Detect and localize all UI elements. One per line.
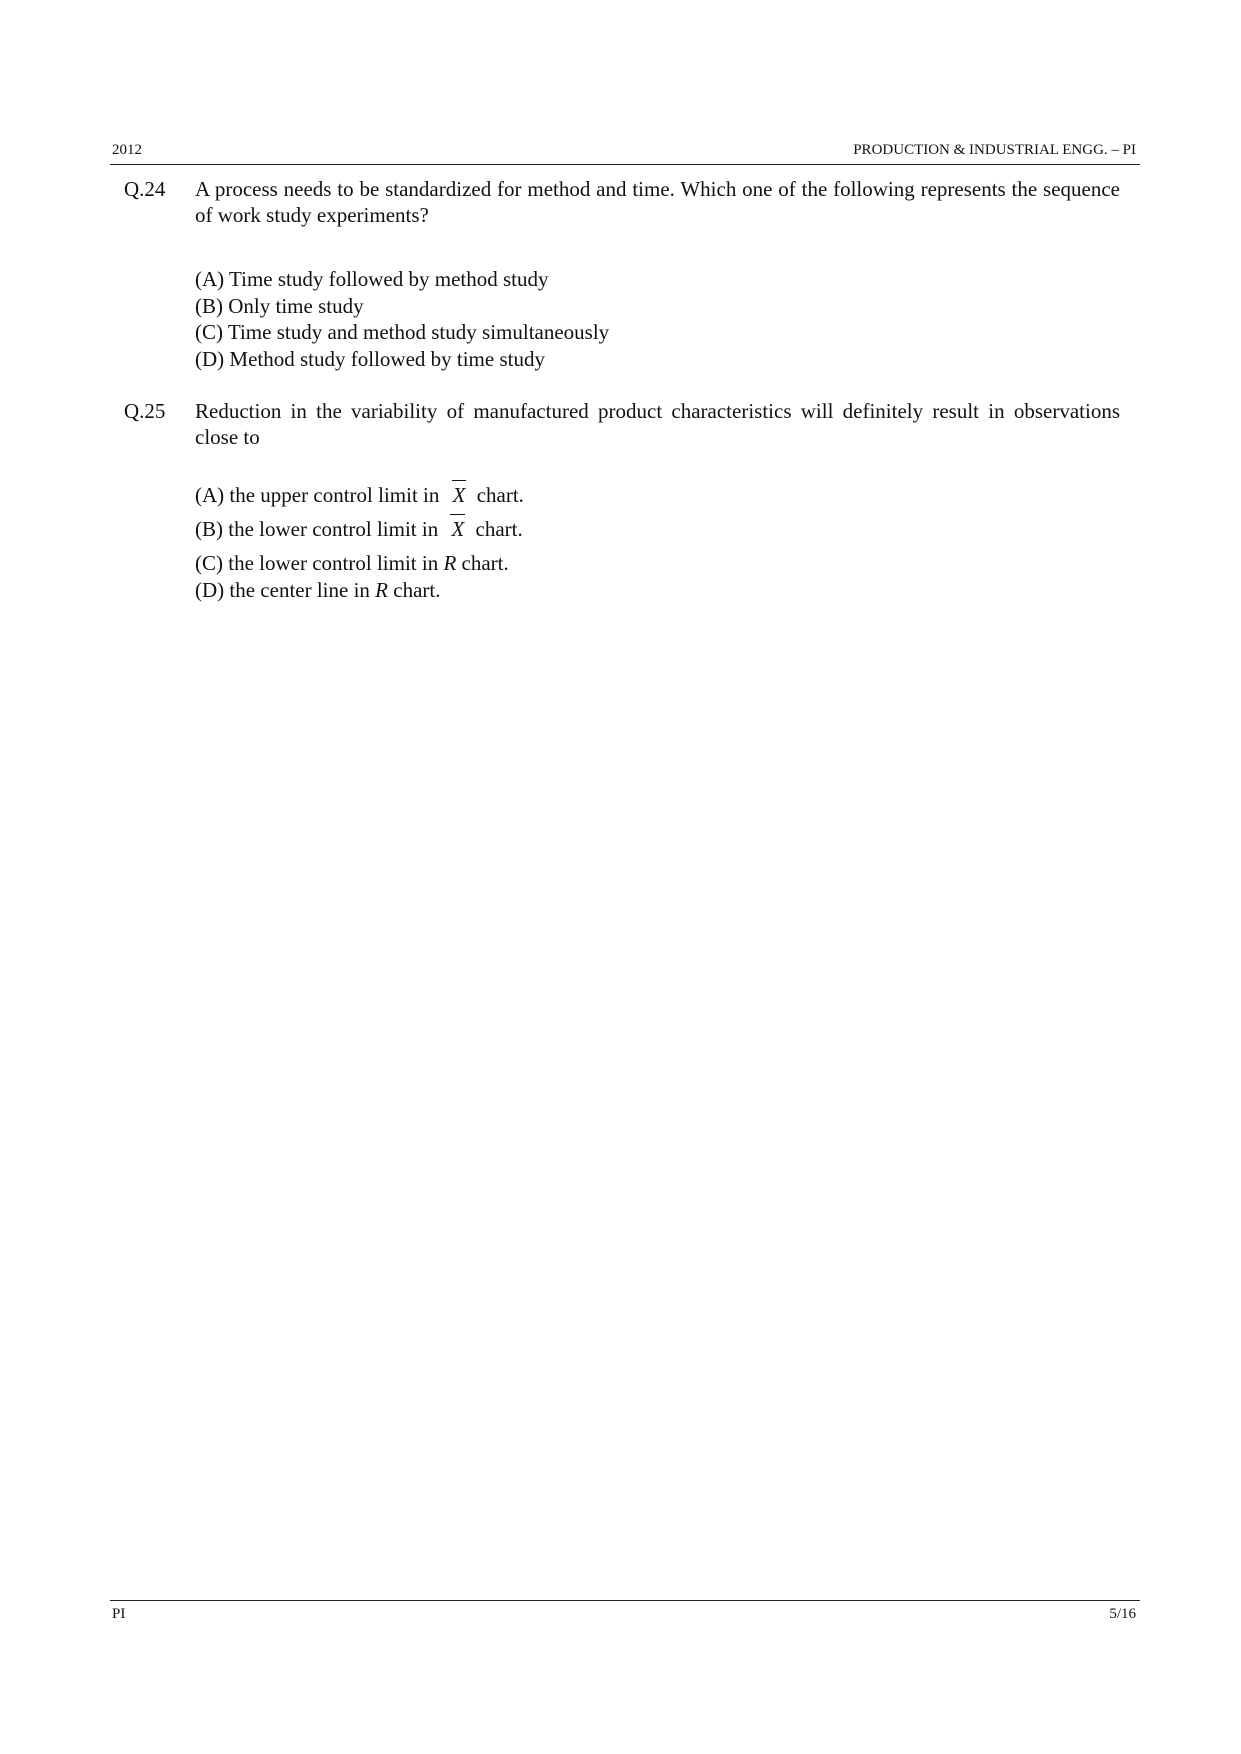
option-text-suffix: chart. [393, 578, 441, 602]
option-c [195, 550, 1095, 577]
option-d [195, 577, 1095, 604]
option-text: (B) the lower control limit in [195, 517, 439, 541]
r-symbol: R [375, 578, 388, 602]
option-list [195, 482, 1095, 604]
option-text-suffix: chart. [476, 483, 524, 507]
option-c: (C) Time study and method study simultaneously [195, 320, 610, 344]
option-text: (A) the upper control limit in [195, 483, 440, 507]
page-header [110, 142, 1140, 165]
question-number: Q.24 [124, 177, 166, 201]
option-text-suffix: chart. [475, 517, 523, 541]
question-number: Q.25 [124, 399, 166, 423]
option-a: (A) Time study followed by method study [195, 267, 549, 291]
r-symbol: R [443, 551, 457, 575]
header-subject: PRODUCTION & INDUSTRIAL ENGG. – PI [853, 142, 1136, 158]
page-footer [110, 1600, 1140, 1625]
option-d: (D) Method study followed by time study [195, 346, 545, 371]
question-text: A process needs to be standardized for method and time. Which one of the following represents the sequence of work study experiments? [195, 177, 1120, 227]
option-list [195, 266, 1095, 372]
option-text-suffix: chart. [461, 551, 509, 575]
option-b [195, 516, 1095, 550]
header-year: 2012 [112, 142, 142, 158]
footer-paper-code: PI [112, 1606, 126, 1622]
x-bar-symbol: X [451, 517, 465, 541]
question-text: Reduction in the variability of manufactured product characteristics will definitely result in observations close to [195, 399, 1120, 449]
page-number: 5/16 [1109, 1606, 1136, 1622]
option-text: (D) the center line in [195, 578, 370, 602]
option-a [195, 482, 1095, 516]
x-bar-symbol: X [452, 483, 466, 507]
option-text: (C) the lower control limit in [195, 551, 439, 575]
option-b: (B) Only time study [195, 293, 364, 318]
